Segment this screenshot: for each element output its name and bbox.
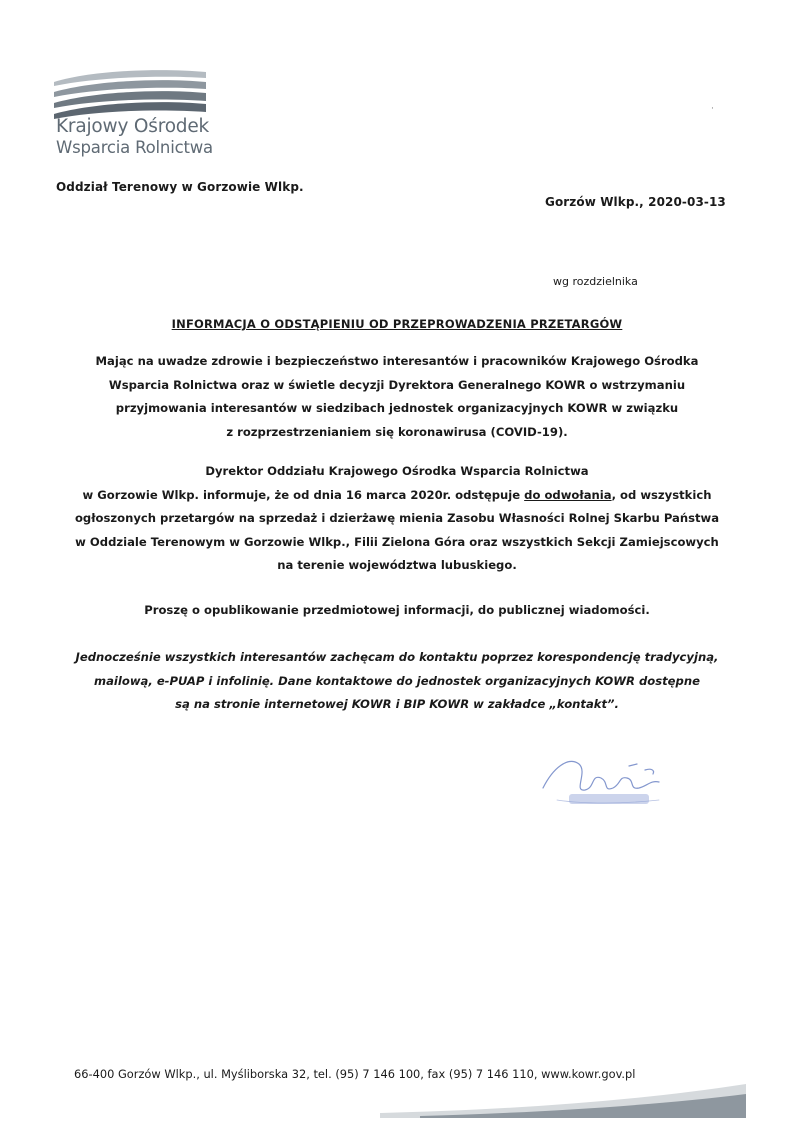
paragraph-1 (46, 350, 748, 444)
paragraph-2-line: ogłoszonych przetargów na sprzedaż i dzierżawę mienia Zasobu Własności Rolnej Skarbu Państwa (74, 511, 720, 525)
paragraph-3 (46, 599, 748, 623)
paragraph-2-line: w Oddziale Terenowym w Gorzowie Wlkp., Filii Zielona Góra oraz wszystkich Sekcji Zamiejscowych (75, 534, 719, 549)
paragraph-2 (46, 460, 748, 578)
recipient: wg rozdzielnika (553, 275, 638, 288)
footer-swoosh (380, 1080, 746, 1118)
paragraph-1-line: Wsparcia Rolnictwa oraz w świetle decyzji Dyrektora Generalnego KOWR o wstrzymaniu (108, 377, 686, 392)
footer-contact: 66-400 Gorzów Wlkp., ul. Myśliborska 32, tel. (95) 7 146 100, fax (95) 7 146 110, www.kowr.gov.pl (74, 1067, 636, 1081)
paragraph-2-line: Dyrektor Oddziału Krajowego Ośrodka Wsparcia Rolnictwa (205, 464, 589, 478)
until-revoked-underlined: do odwołania (524, 487, 612, 502)
scan-dot: · (711, 104, 714, 114)
paragraph-2-line: na terenie województwa lubuskiego. (277, 558, 517, 572)
paragraph-3-line: Proszę o opublikowanie przedmiotowej informacji, do publicznej wiadomości. (144, 603, 650, 617)
paragraph-2-text: , od wszystkich (611, 487, 712, 502)
paragraph-4-line: mailową, e-PUAP i infolinię. Dane kontaktowe do jednostek organizacyjnych KOWR dostępne (94, 673, 700, 688)
logo-wordmark (56, 116, 213, 158)
handwritten-signature (533, 748, 693, 812)
paragraph-4-line: Jednocześnie wszystkich interesantów zachęcam do kontaktu poprzez korespondencję tradycyjną, (75, 650, 719, 664)
logo-line-2: Wsparcia Rolnictwa (56, 138, 213, 157)
paragraph-4 (46, 646, 748, 717)
paragraph-1-line: z rozprzestrzenianiem się koronawirusa (COVID-19). (226, 424, 568, 439)
logo-line-1: Krajowy Ośrodek (56, 116, 210, 137)
paragraph-2-line (46, 484, 748, 508)
paragraph-2-text: w Gorzowie Wlkp. informuje, że od dnia 16 marca 2020r. odstępuje (82, 487, 525, 502)
branch-name: Oddział Terenowy w Gorzowie Wlkp. (56, 180, 304, 194)
paragraph-4-line: są na stronie internetowej KOWR i BIP KOWR w zakładce „kontakt”. (175, 697, 619, 711)
paragraph-1-line: Mając na uwadze zdrowie i bezpieczeństwo interesantów i pracowników Krajowego Ośrodka (95, 354, 699, 368)
document-title: INFORMACJA O ODSTĄPIENIU OD PRZEPROWADZENIA PRZETARGÓW (171, 317, 623, 331)
place-and-date: Gorzów Wlkp., 2020-03-13 (545, 195, 726, 209)
paragraph-1-line: przyjmowania interesantów w siedzibach jednostek organizacyjnych KOWR w związku (115, 401, 679, 415)
